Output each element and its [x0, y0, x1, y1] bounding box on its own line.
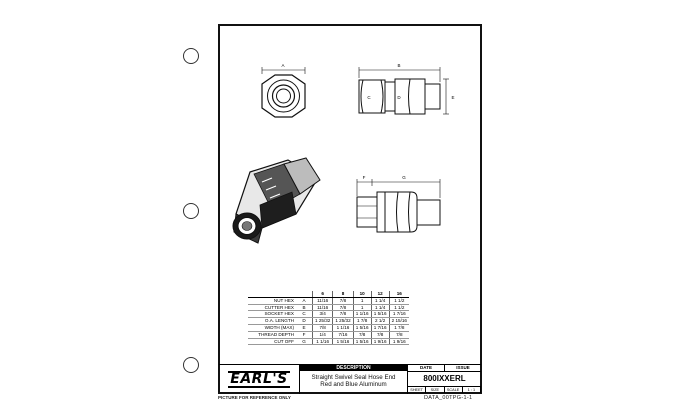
dimension-table [248, 291, 409, 345]
row-label: WIDTH (MAX) [248, 324, 296, 331]
table-cell: 1 5/16 [371, 311, 389, 318]
row-letter: D [296, 318, 313, 325]
row-letter: B [296, 304, 313, 311]
row-label: CUT OFF [248, 338, 296, 345]
scale-label: SCALE [445, 387, 463, 393]
table-cell: 7/8 [353, 331, 371, 338]
table-cell: 2 15/16 [389, 318, 409, 325]
date-issue-row [408, 365, 481, 372]
header-cell: 8 [333, 291, 353, 297]
header-cell: 6 [313, 291, 333, 297]
table-cell: 3/4 [313, 311, 333, 318]
description-label: DESCRIPTION [300, 365, 407, 371]
table-cell: 1 9/16 [389, 338, 409, 345]
header-cell: 12 [371, 291, 389, 297]
isometric-fitting [233, 158, 320, 243]
reference-note: PICTURE FOR REFERENCE ONLY [218, 395, 291, 400]
document-code: DATA_00TPG-1-1 [424, 395, 473, 401]
row-letter: G [296, 338, 313, 345]
date-label: DATE [420, 365, 432, 370]
table-cell: 1 [353, 304, 371, 311]
table-row [248, 331, 409, 338]
table-cell: 2 1/2 [371, 318, 389, 325]
table-cell: 1 1/2 [389, 297, 409, 304]
row-letter: A [296, 297, 313, 304]
row-label: O.A. LENGTH [248, 318, 296, 325]
table-row [248, 338, 409, 345]
row-letter: F [296, 331, 313, 338]
dim-b-label: B [397, 63, 401, 68]
title-block [219, 364, 481, 394]
size-label: SIZE [426, 387, 444, 393]
table-cell: 1 5/16 [353, 338, 371, 345]
table-cell: 1 5/16 [333, 338, 353, 345]
table-cell: 1 25/32 [313, 318, 333, 325]
table-cell: 1 1/2 [389, 304, 409, 311]
description-cell [300, 365, 408, 394]
row-label: CUTTER HEX [248, 304, 296, 311]
side-view-bottom [357, 179, 440, 232]
scale-value: 1 : 1 [463, 387, 481, 393]
row-letter: C [296, 311, 313, 318]
earls-logo: EARL'S [230, 371, 288, 387]
row-label: NUT HEX [248, 297, 296, 304]
table-cell: 7/8 [389, 331, 409, 338]
table-cell: 1 7/8 [353, 318, 371, 325]
table-row [248, 297, 409, 304]
table-cell: 1 [353, 297, 371, 304]
table-cell: 1 1/16 [333, 324, 353, 331]
dim-d-label: D [397, 95, 401, 100]
table-cell: 7/8 [313, 324, 333, 331]
table-cell: 1 1/16 [313, 338, 333, 345]
table-cell: 7/8 [333, 311, 353, 318]
table-cell: 7/8 [333, 304, 353, 311]
table-cell: 1/4 [313, 331, 333, 338]
row-label: THREAD DEPTH [248, 331, 296, 338]
table-cell: 1 7/8 [389, 324, 409, 331]
table-cell: 1 1/4 [371, 297, 389, 304]
dim-g-label: G [402, 175, 406, 180]
table-cell: 1 1/4 [371, 304, 389, 311]
description-line-2: Red and Blue Aluminum [320, 381, 387, 388]
table-cell: 11/16 [313, 304, 333, 311]
table-cell: 11/16 [313, 297, 333, 304]
dim-f-label: F [362, 175, 366, 180]
table-row [248, 318, 409, 325]
table-cell: 1 9/16 [371, 338, 389, 345]
table-cell: 7/8 [371, 331, 389, 338]
issue-label: ISSUE [444, 365, 481, 371]
row-letter: E [296, 324, 313, 331]
table-row [248, 304, 409, 311]
table-cell: 7/8 [333, 297, 353, 304]
scale-row [408, 387, 481, 393]
dim-a-label: A [281, 63, 285, 68]
header-cell: 10 [353, 291, 371, 297]
header-cell: 16 [389, 291, 409, 297]
table-cell: 7/16 [333, 331, 353, 338]
table-row [248, 311, 409, 318]
table-cell: 1 5/16 [353, 324, 371, 331]
table-cell: 1 1/16 [353, 311, 371, 318]
table-cell: 1 7/16 [371, 324, 389, 331]
dim-c-label: C [367, 95, 371, 100]
part-number-cell [408, 365, 481, 394]
end-view [262, 67, 305, 117]
dim-e-label: E [451, 95, 455, 100]
side-view-top [359, 67, 449, 114]
table-row [248, 324, 409, 331]
table-cell: 1 25/32 [333, 318, 353, 325]
table-cell: 1 7/16 [389, 311, 409, 318]
logo-cell [219, 365, 300, 394]
row-label: SOCKET HEX [248, 311, 296, 318]
description-line-1: Straight Swivel Seal Hose End [311, 374, 396, 381]
part-number: 800IXXERL [408, 372, 481, 387]
sheet-label: SHEET [408, 387, 426, 393]
